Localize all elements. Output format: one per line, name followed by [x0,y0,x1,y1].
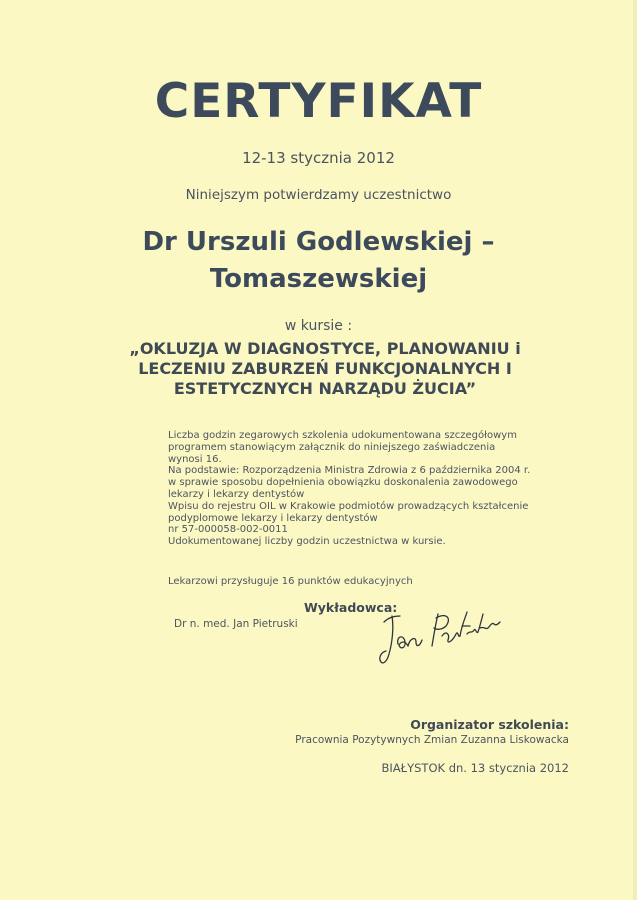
education-points: Lekarzowi przysługuje 16 punktów edukacyjnych [168,576,413,587]
body-line: lekarzy i lekarzy dentystów [168,488,305,500]
course-title-line: ESTETYCZNYCH NARZĄDU ŻUCIA” [173,379,477,398]
certificate-title: CERTYFIKAT [154,74,483,129]
lecturer-signature [372,604,512,674]
course-title-line: LECZENIU ZABURZEŃ FUNKCJONALNYCH I [138,359,512,378]
body-line: wynosi 16. [168,453,222,465]
place-and-date: BIAŁYSTOK dn. 13 stycznia 2012 [381,761,569,775]
participant-name-line-1: Dr Urszuli Godlewskiej – [142,227,495,257]
body-line: w sprawie sposobu dopełnienia obowiązku doskonalenia zawodowego [168,477,518,489]
organizer-name: Pracownia Pozytywnych Zmian Zuzanna Liskowacka [295,734,569,746]
participant-name-line-2: Tomaszewskiej [209,264,428,294]
in-course-label: w kursie : [284,318,353,334]
body-line: podyplomowe lekarzy i lekarzy dentystów [168,512,378,524]
course-title [100,339,550,399]
organizer-role-label: Organizator szkolenia: [410,717,569,732]
lecturer-name: Dr n. med. Jan Pietruski [174,618,298,630]
body-line: programem stanowiącym załącznik do niniejszego zaświadczenia [168,441,496,453]
lecturer-role-label: Wykładowca: [304,600,398,615]
course-date: 12-13 stycznia 2012 [242,149,395,167]
body-line: Wpisu do rejestru OIL w Krakowie podmiotów prowadzących kształcenie [168,500,529,512]
body-line: nr 57-000058-002-0011 [168,524,288,536]
certificate-body [168,430,588,548]
body-line: Liczba godzin zegarowych szkolenia udokumentowana szczegółowym [168,430,517,441]
participant-name [60,224,577,298]
confirmation-text: Niniejszym potwierdzamy uczestnictwo [185,187,452,203]
body-line: Na podstawie: Rozporządzenia Ministra Zdrowia z 6 października 2004 r. [168,465,531,477]
paper-edge [633,0,637,900]
body-line: Udokumentowanej liczby godzin uczestnictwa w kursie. [168,536,446,548]
course-title-line: „OKLUZJA W DIAGNOSTYCE, PLANOWANIU i [129,339,521,358]
